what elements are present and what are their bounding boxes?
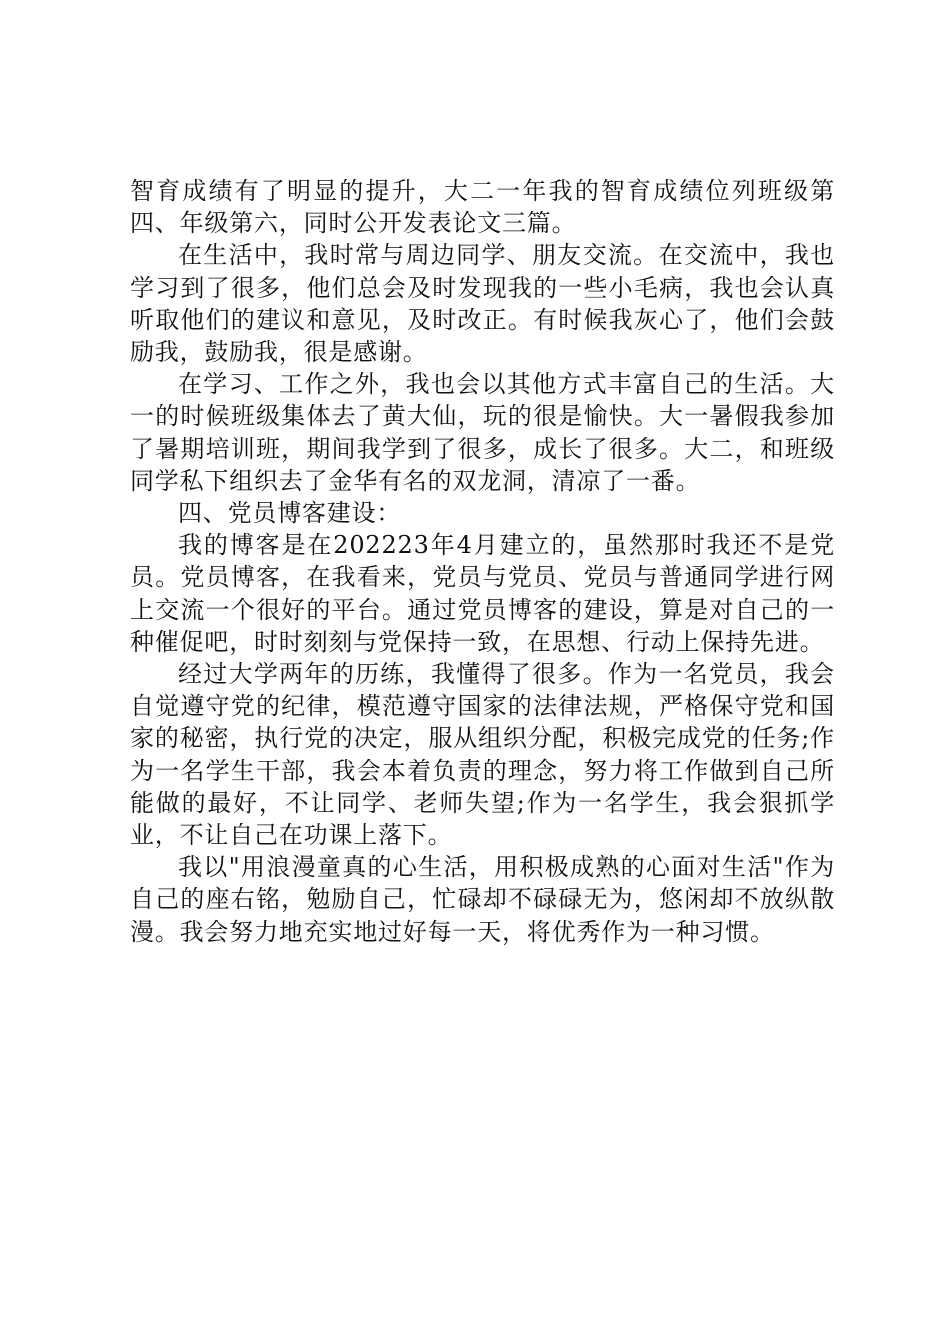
paragraph-5: 我的博客是在202223年4月建立的，虽然那时我还不是党员。党员博客，在我看来，党员与党员、党员与普通同学进行网上交流一个很好的平台。通过党员博客的建设，算是对自己的一种催促吧，时时刻刻与党保持一致，在思想、行动上保持先进。 bbox=[130, 531, 835, 656]
paragraph-3: 在学习、工作之外，我也会以其他方式丰富自己的生活。大一的时候班级集体去了黄大仙，玩的很是愉快。大一暑假我参加了暑期培训班，期间我学到了很多，成长了很多。大二，和班级同学私下组织去了金华有名的双龙洞，清凉了一番。 bbox=[130, 370, 835, 495]
paragraph-1: 智育成绩有了明显的提升，大二一年我的智育成绩位列班级第四、年级第六，同时公开发表论文三篇。 bbox=[130, 177, 835, 238]
paragraph-7: 我以"用浪漫童真的心生活，用积极成熟的心面对生活"作为自己的座右铭，勉励自己，忙碌却不碌碌无为，悠闲却不放纵散漫。我会努力地充实地过好每一天，将优秀作为一种习惯。 bbox=[130, 853, 835, 946]
document-body bbox=[130, 175, 835, 948]
section-heading-blog: 四、党员博客建设： bbox=[178, 499, 402, 528]
paragraph-6: 经过大学两年的历练，我懂得了很多。作为一名党员，我会自觉遵守党的纪律，模范遵守国家的法律法规，严格保守党和国家的秘密，执行党的决定，服从组织分配，积极完成党的任务;作为一名学生干部，我会本着负责的理念，努力将工作做到自己所能做的最好，不让同学、老师失望;作为一名学生，我会狠抓学业，不让自己在功课上落下。 bbox=[130, 660, 835, 850]
paragraph-2: 在生活中，我时常与周边同学、朋友交流。在交流中，我也学习到了很多，他们总会及时发现我的一些小毛病，我也会认真听取他们的建议和意见，及时改正。有时候我灰心了，他们会鼓励我，鼓励我，很是感谢。 bbox=[130, 241, 835, 367]
